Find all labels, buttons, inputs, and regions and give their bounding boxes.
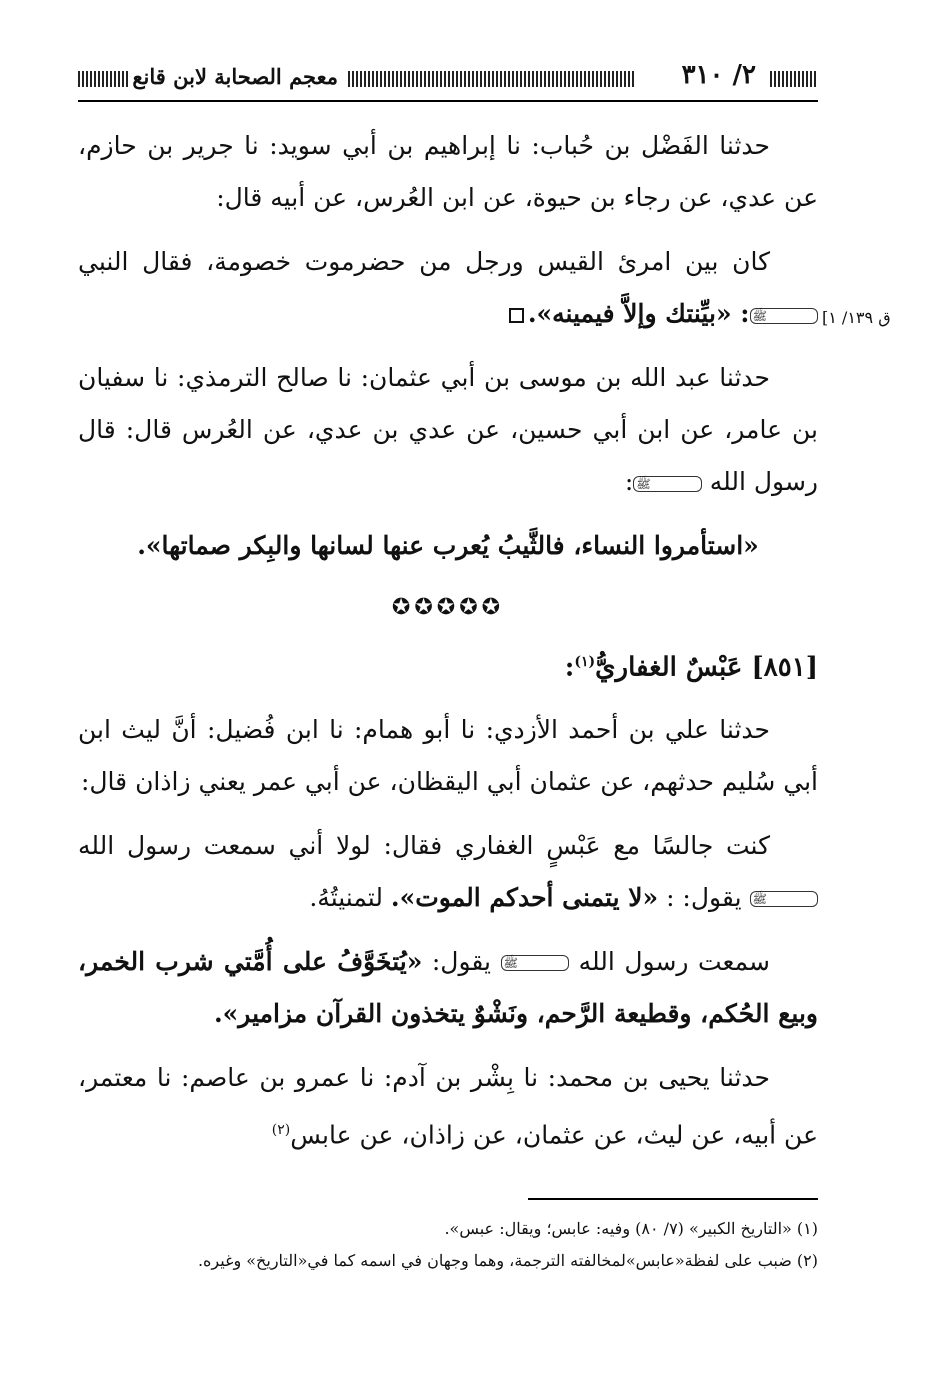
paragraph-text: حدثنا الفَضْل بن حُباب: نا إبراهيم بن أبي سويد: نا جرير بن حازم، عن عدي، عن رجاء بن حيوة، عن ابن العُرس، عن أبيه قال: bbox=[78, 131, 818, 212]
paragraph-text: حدثنا علي بن أحمد الأزدي: نا أبو همام: نا ابن فُضيل: أنَّ ليث ابن أبي سُليم حدثهم، عن عثمان أبي اليقظان، عن أبي عمر يعني زاذان قال: bbox=[78, 714, 818, 796]
hadith-paragraph bbox=[78, 936, 818, 1040]
hadith-quote: «استأمروا النساء، فالثَّيبُ يُعرب عنها لسانها والبِكر صماتها». bbox=[137, 531, 759, 560]
page-number: ٢/ ٣١٠ bbox=[681, 60, 756, 90]
hadith-quote: : «بيِّنتك وإلاَّ فيمينه». bbox=[527, 299, 750, 328]
hadith-paragraph bbox=[78, 704, 818, 808]
book-title: معجم الصحابة لابن قانع bbox=[132, 64, 338, 89]
paragraph-text: كنت جالسًا مع عَبْسٍ الغفاري فقال: لولا أني سمعت رسول الله bbox=[78, 830, 770, 860]
salawat-symbol: ﷺ bbox=[750, 891, 819, 907]
header-ornament-left bbox=[78, 71, 130, 87]
page-header bbox=[78, 58, 818, 102]
entry-number: [٨٥١] bbox=[751, 652, 818, 683]
header-ornament-middle bbox=[348, 71, 636, 87]
section-divider-stars: ✪✪✪✪✪ bbox=[391, 595, 505, 620]
hadith-paragraph bbox=[78, 236, 818, 340]
footnote-rule bbox=[528, 1198, 818, 1200]
hadith-paragraph bbox=[78, 1052, 818, 1161]
paragraph-text: كان بين امرئ القيس ورجل من حضرموت خصومة، فقال النبي bbox=[78, 247, 770, 276]
end-square-icon bbox=[509, 308, 524, 323]
paragraph-text: : bbox=[624, 467, 634, 496]
book-page bbox=[78, 58, 818, 1358]
hadith-paragraph bbox=[78, 820, 818, 924]
paragraph-text: يقول: : bbox=[666, 882, 742, 912]
footnote: (١) «التاريخ الكبير» (٧/ ٨٠) وفيه: عابس؛ ويقال: عبس». bbox=[444, 1219, 818, 1238]
entry-name: عَبْسٌ الغفاريُّ bbox=[595, 652, 743, 683]
header-ornament-right bbox=[770, 71, 818, 87]
footnotes bbox=[78, 1213, 818, 1277]
footnote-marker: (٢) bbox=[271, 1121, 291, 1138]
salawat-symbol: ﷺ bbox=[633, 476, 702, 492]
paragraph-text: حدثنا يحيى بن محمد: نا بِشْر بن آدم: نا عمرو بن عاصم: نا معتمر، عن أبيه، عن ليث، عن عثمان، عن زاذان، عن عابس bbox=[78, 1062, 818, 1149]
entry-colon: : bbox=[564, 652, 575, 683]
page-body bbox=[78, 120, 818, 1173]
paragraph-text: حدثنا عبد الله بن موسى بن أبي عثمان: نا صالح الترمذي: نا سفيان بن عامر، عن ابن أبي حسين، عن عدي بن عدي، عن العُرس قال: قال رسول الله bbox=[78, 363, 818, 496]
hadith-paragraph bbox=[78, 120, 818, 224]
footnote: (٢) ضبب على لفظة«عابس»لمخالفته الترجمة، وهما وجهان في اسمه كما في«التاريخ» وغيره. bbox=[197, 1251, 818, 1270]
entry-heading bbox=[78, 636, 818, 694]
paragraph-text: سمعت رسول الله bbox=[578, 946, 771, 976]
hadith-quote: «لا يتمنى أحدكم الموت». bbox=[390, 882, 659, 912]
manuscript-margin-note: ق ١٣٩/ ١] bbox=[822, 308, 891, 327]
footnote-marker: (١) bbox=[574, 654, 596, 670]
header-rule bbox=[78, 100, 818, 102]
paragraph-text: يقول: bbox=[431, 946, 491, 976]
paragraph-text: لتمنيتُهُ. bbox=[309, 882, 383, 912]
salawat-symbol: ﷺ bbox=[501, 955, 570, 971]
salawat-symbol: ﷺ bbox=[750, 308, 819, 324]
hadith-paragraph bbox=[78, 352, 818, 508]
hadith-quote: «يُتخَوَّفُ على أُمَّتي شرب الخمر، وبيع الحُكم، وقطيعة الرَّحم، ونَشْوٌ يتخذون القرآن مزامير». bbox=[78, 946, 818, 1028]
